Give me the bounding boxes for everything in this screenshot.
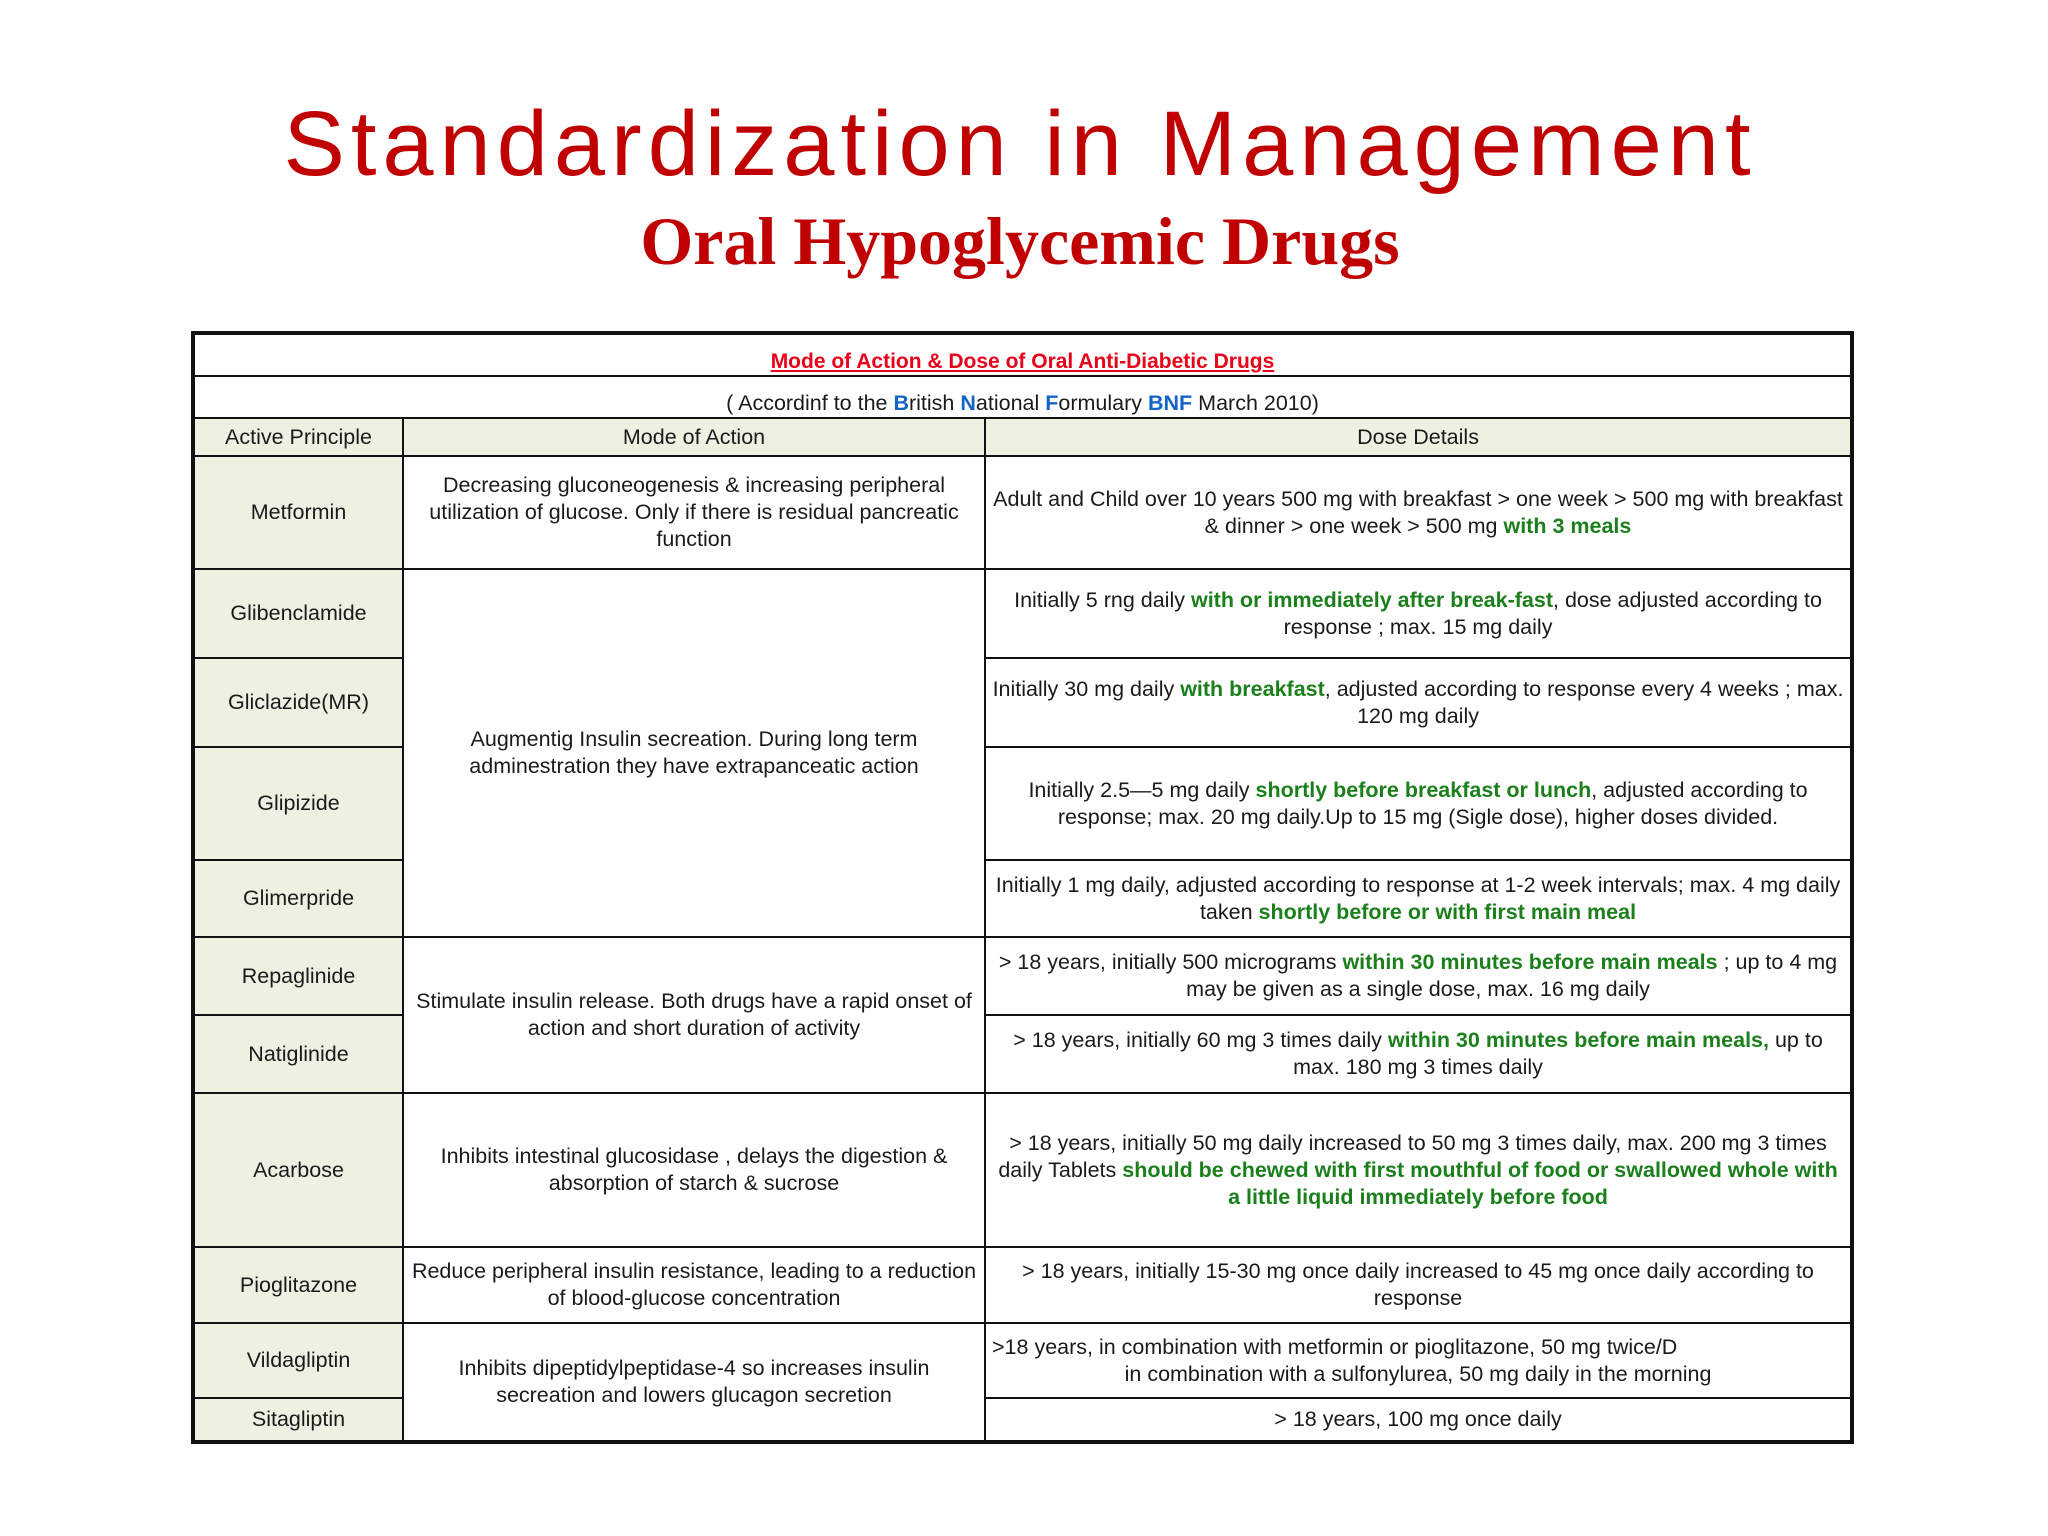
table-row (193, 1323, 1852, 1398)
dose-details: > 18 years, initially 60 mg 3 times daily within 30 minutes before main meals, up to max. 180 mg 3 times daily (985, 1015, 1852, 1093)
table-row (193, 456, 1852, 569)
drug-name: Sitagliptin (193, 1398, 403, 1442)
drug-table (191, 331, 1854, 1444)
dose-details: Initially 5 rng daily with or immediately after break-fast, dose adjusted according to response ; max. 15 mg daily (985, 569, 1852, 658)
drug-name: Pioglitazone (193, 1247, 403, 1323)
table-row (193, 1247, 1852, 1323)
header-mode-of-action: Mode of Action (403, 418, 985, 456)
mode-of-action: Inhibits dipeptidylpeptidase-4 so increases insulin secreation and lowers glucagon secretion (403, 1323, 985, 1442)
mode-of-action: Augmentig Insulin secreation. During long term adminestration they have extrapanceatic action (403, 569, 985, 937)
mode-of-action: Inhibits intestinal glucosidase , delays the digestion & absorption of starch & sucrose (403, 1093, 985, 1247)
drug-name: Acarbose (193, 1093, 403, 1247)
dose-details: Initially 30 mg daily with breakfast, adjusted according to response every 4 weeks ; max. 120 mg daily (985, 658, 1852, 747)
drug-name: Repaglinide (193, 937, 403, 1015)
dose-details: > 18 years, initially 500 micrograms within 30 minutes before main meals ; up to 4 mg may be given as a single dose, max. 16 mg daily (985, 937, 1852, 1015)
header-active-principle: Active Principle (193, 418, 403, 456)
drug-name: Glimerpride (193, 860, 403, 937)
dose-details: Initially 1 mg daily, adjusted according to response at 1-2 week intervals; max. 4 mg daily taken shortly before or with first main meal (985, 860, 1852, 937)
dose-details: Adult and Child over 10 years 500 mg with breakfast > one week > 500 mg with breakfast & dinner > one week > 500 mg with 3 meals (985, 456, 1852, 569)
table-caption: Mode of Action & Dose of Oral Anti-Diabetic Drugs (193, 333, 1852, 376)
slide-title: Standardization in Management (283, 93, 1757, 195)
mode-of-action: Decreasing gluconeogenesis & increasing peripheral utilization of glucose. Only if there is residual pancreatic function (403, 456, 985, 569)
drug-name: Gliclazide(MR) (193, 658, 403, 747)
dose-details: >18 years, in combination with metformin or pioglitazone, 50 mg twice/D in combination with a sulfonylurea, 50 mg daily in the morning (985, 1323, 1852, 1398)
dose-details: > 18 years, initially 15-30 mg once daily increased to 45 mg once daily according to response (985, 1247, 1852, 1323)
drug-name: Metformin (193, 456, 403, 569)
dose-details: > 18 years, 100 mg once daily (985, 1398, 1852, 1442)
table-source: ( Accordinf to the British National Formulary BNF March 2010) (193, 376, 1852, 418)
mode-of-action: Stimulate insulin release. Both drugs have a rapid onset of action and short duration of activity (403, 937, 985, 1093)
dose-details: Initially 2.5—5 mg daily shortly before breakfast or lunch, adjusted according to response; max. 20 mg daily.Up to 15 mg (Sigle dose), higher doses divided. (985, 747, 1852, 860)
table-row (193, 937, 1852, 1015)
drug-name: Glipizide (193, 747, 403, 860)
drug-name: Vildagliptin (193, 1323, 403, 1398)
dose-details: > 18 years, initially 50 mg daily increased to 50 mg 3 times daily, max. 200 mg 3 times daily Tablets should be chewed with first mouthful of food or swallowed whole with a little liquid immediately before food (985, 1093, 1852, 1247)
header-dose-details: Dose Details (985, 418, 1852, 456)
table-row (193, 569, 1852, 658)
drug-name: Natiglinide (193, 1015, 403, 1093)
table-row (193, 1093, 1852, 1247)
slide-subtitle: Oral Hypoglycemic Drugs (640, 203, 1400, 279)
drug-name: Glibenclamide (193, 569, 403, 658)
mode-of-action: Reduce peripheral insulin resistance, leading to a reduction of blood-glucose concentration (403, 1247, 985, 1323)
